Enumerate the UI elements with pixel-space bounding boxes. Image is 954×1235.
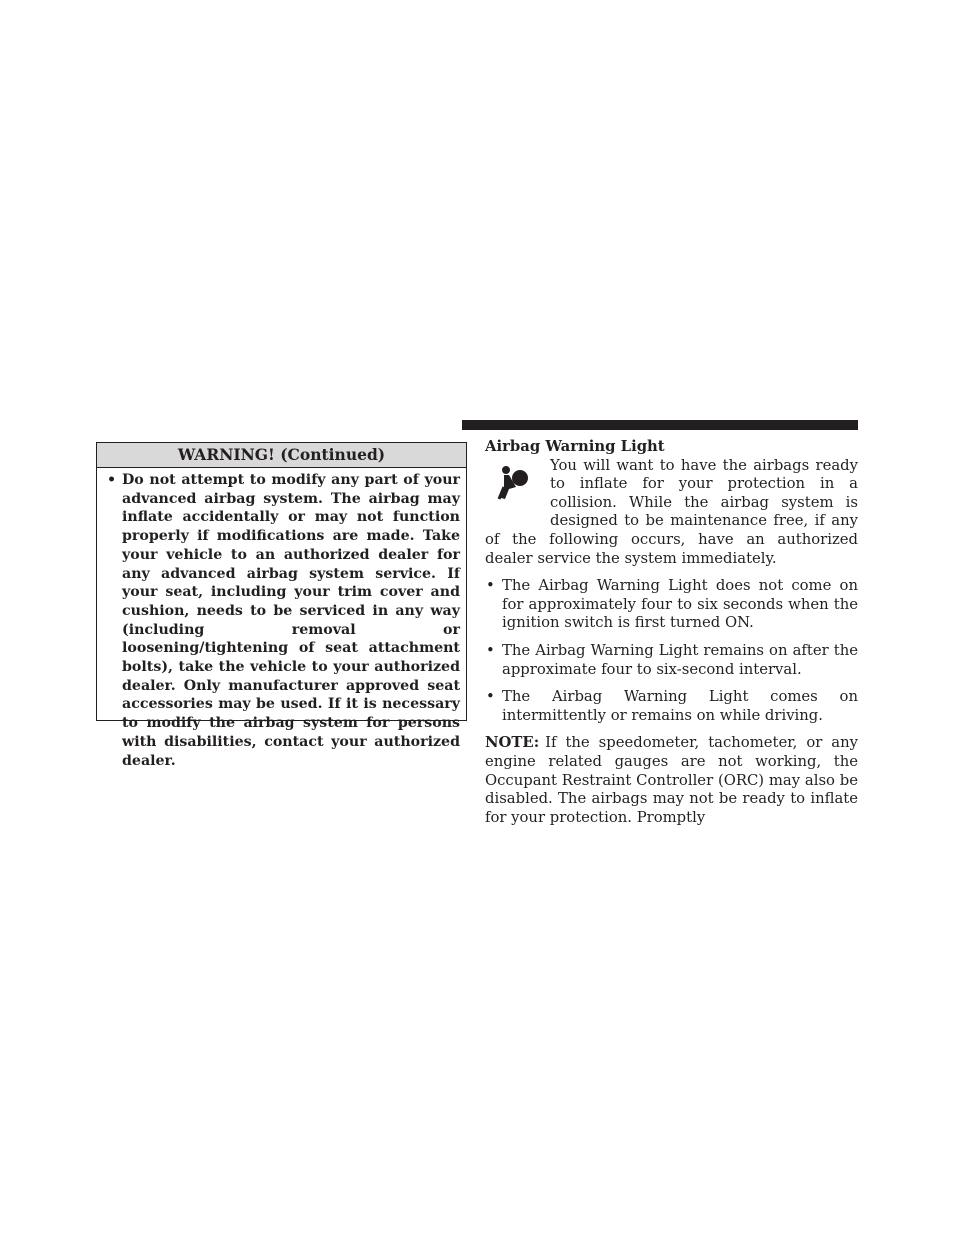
warning-bullet-text: Do not attempt to modify any part of your advanced airbag system. The airbag may inflate accidentally or may not function properly if modifications are made. Take your vehicle to an authorized dealer for any advanced airbag system service. If your seat, including your trim cover and cushion, needs to be serviced in any way (including removal or loosening/tightening of seat attachment bolts), take the vehicle to your authorized dealer. Only manufacturer approved seat accessories may be used. If it is necessary to modify the airbag system for persons with disabilities, contact your authorized dealer.: [122, 472, 460, 769]
bullet-dot: •: [107, 472, 117, 488]
section-rule: [462, 420, 858, 430]
note-label: NOTE:: [485, 734, 540, 752]
bullet-dot: •: [486, 688, 495, 706]
list-item: [485, 577, 858, 633]
list-item-text: The Airbag Warning Light does not come on for approximately four to six seconds when the ignition switch is first turned ON.: [502, 577, 858, 632]
section-heading: Airbag Warning Light: [485, 438, 665, 455]
list-item: [485, 642, 858, 679]
list-item-text: The Airbag Warning Light comes on intermittently or remains on while driving.: [502, 688, 858, 724]
airbag-warning-light-icon: [485, 457, 550, 531]
warning-body: [97, 468, 466, 770]
bullet-dot: •: [486, 577, 495, 595]
warning-header: WARNING! (Continued): [97, 443, 466, 468]
warning-box: [96, 442, 467, 769]
bullet-dot: •: [486, 641, 495, 659]
airbag-warning-section: [485, 438, 858, 827]
list-item: [485, 688, 858, 725]
list-item-text: The Airbag Warning Light remains on after the approximate four to six-second interval.: [502, 641, 858, 678]
condition-list: [485, 577, 858, 725]
note-text: If the speedometer, tachometer, or any engine related gauges are not working, the Occupant Restraint Controller (ORC) may also be disabled. The airbags may not be ready to inflate for your protection. Promptly: [485, 734, 858, 826]
intro-paragraph: You will want to have the airbags ready to inflate for your protection in a collision. While the airbag system is designed to be maintenance free, if any of the following occurs, have an authorized dealer service the system immediately.: [485, 456, 858, 567]
note-paragraph: [485, 734, 858, 827]
